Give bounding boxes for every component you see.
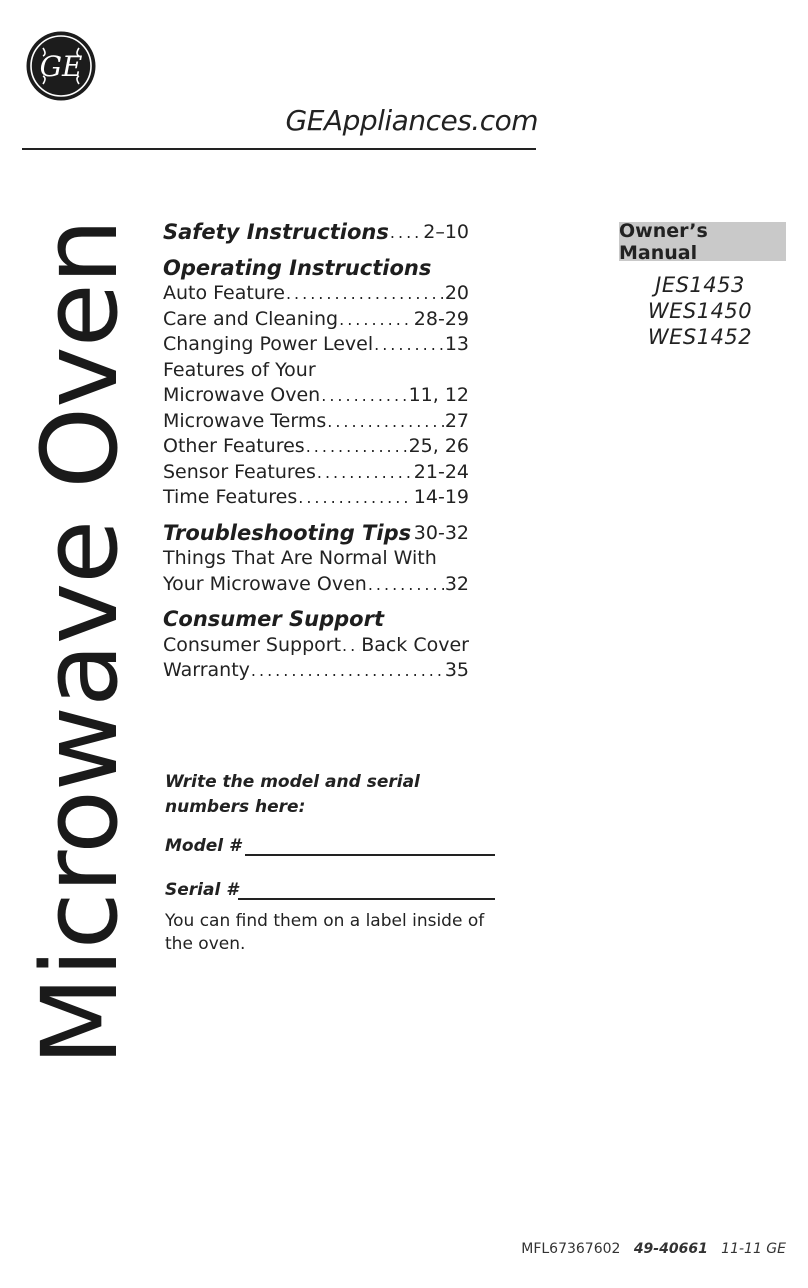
footer <box>521 1241 786 1257</box>
ge-logo-text: GE <box>39 50 83 83</box>
toc-safety <box>163 220 469 246</box>
model-field-line <box>245 836 495 856</box>
ge-logo <box>25 30 97 102</box>
toc-item: Care and Cleaning ..... 28-29 <box>163 307 469 333</box>
toc-item: Sensor Features ..... 21-24 <box>163 460 469 486</box>
model-field <box>165 830 495 856</box>
model-field-label: Model # <box>165 836 241 856</box>
footer-pub: 49-40661 <box>633 1241 708 1257</box>
model-number: WES1452 <box>647 325 753 349</box>
toc-operating-title: Operating Instructions <box>163 255 432 280</box>
toc-item: Your Microwave Oven ..... 32 <box>163 572 469 598</box>
toc-troubleshooting-title: Troubleshooting Tips <box>163 520 412 545</box>
toc-item: Microwave Oven ..... 11, 12 <box>163 383 469 409</box>
table-of-contents <box>163 220 469 684</box>
toc-safety-page: 2–10 <box>423 221 469 243</box>
serial-field-label: Serial # <box>165 880 239 900</box>
record-heading: Write the model and serial numbers here: <box>165 772 420 817</box>
toc-troubleshooting <box>163 521 469 547</box>
owners-manual-label: Owner’s Manual <box>619 222 786 261</box>
toc-consumer-title: Consumer Support <box>163 607 384 631</box>
toc-troubleshooting-page: 30-32 <box>413 521 469 544</box>
model-list <box>640 272 760 350</box>
serial-field-line <box>238 880 495 900</box>
toc-item: Consumer Support ..... Back Cover <box>163 633 469 659</box>
toc-item: Other Features ..... 25, 26 <box>163 434 469 460</box>
record-hint: You can find them on a label inside of the oven. <box>165 911 485 954</box>
toc-safety-title: Safety Instructions <box>163 220 389 244</box>
toc-item: Microwave Terms ..... 27 <box>163 409 469 435</box>
header-rule <box>22 148 536 150</box>
record-section <box>165 770 495 956</box>
toc-item: Warranty ..... 35 <box>163 658 469 684</box>
vertical-title: Microwave Oven <box>19 219 141 1066</box>
toc-item: Things That Are Normal With <box>163 547 437 569</box>
model-number: WES1450 <box>647 299 753 323</box>
toc-item: Time Features ..... 14-19 <box>163 485 469 511</box>
model-number: JES1453 <box>655 273 745 297</box>
footer-code: MFL67367602 <box>521 1241 621 1257</box>
serial-field <box>165 874 495 900</box>
site-url: GEAppliances.com <box>285 104 538 137</box>
toc-item: Features of Your <box>163 358 316 381</box>
toc-item: Changing Power Level ..... 13 <box>163 332 469 358</box>
toc-item: Auto Feature ..... 20 <box>163 281 469 307</box>
footer-date: 11-11 GE <box>721 1241 786 1257</box>
